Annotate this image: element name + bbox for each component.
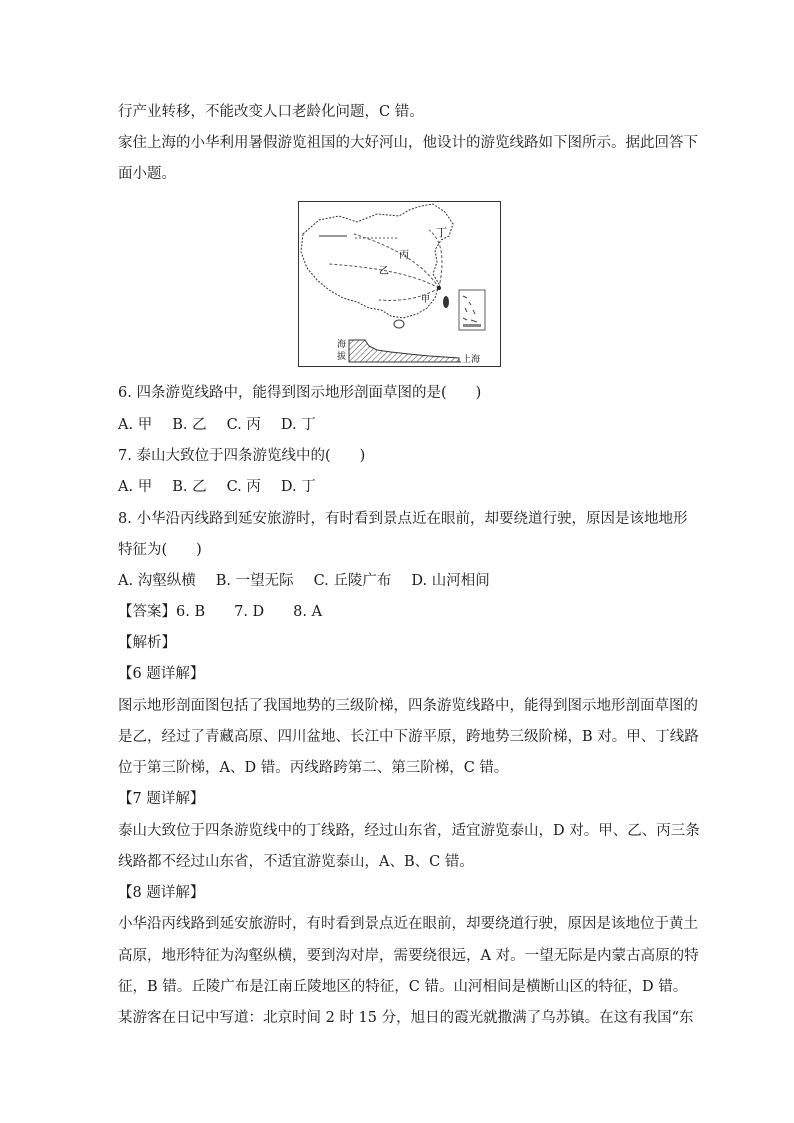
label-ding: 丁 (436, 226, 447, 239)
route-bing (354, 234, 439, 288)
q6-detail-heading: 【6 题详解】 (118, 666, 205, 682)
q8-detail-line: 征，B 错。丘陵广布是江南丘陵地区的特征，C 错。山河相间是横断山区的特征，D 错。 (118, 979, 688, 995)
option-a: A. 甲 (118, 479, 153, 495)
label-elevation: 海 (337, 340, 347, 350)
option-c: C. 丘陵广布 (313, 573, 392, 589)
china-outline (301, 204, 453, 318)
option-a: A. 甲 (118, 417, 153, 433)
question-7-options (118, 477, 688, 497)
shanghai-marker (437, 286, 441, 290)
intro-line: 家住上海的小华利用暑假游览祖国的大好河山，他设计的游览线路如下图所示。据此回答下 (118, 135, 698, 151)
option-a: A. 沟壑纵横 (118, 573, 196, 589)
intro-line: 面小题。 (118, 166, 176, 182)
q7-detail-heading: 【7 题详解】 (118, 791, 205, 807)
hainan-island (394, 320, 404, 328)
label-bing: 丙 (399, 250, 409, 261)
label-yi: 乙 (379, 266, 389, 277)
option-d: D. 丁 (280, 479, 316, 495)
question-6-options (118, 415, 688, 435)
q6-detail-line: 是乙，经过了青藏高原、四川盆地、长江中下游平原，跨地势三级阶梯，B 对。甲、丁线路 (118, 729, 699, 745)
china-map-svg (299, 202, 500, 366)
option-c: C. 丙 (226, 479, 261, 495)
inset-caption-mark (463, 324, 481, 327)
question-8-stem-cont: 特征为( ) (118, 542, 202, 558)
q8-detail-line: 高原，地形特征为沟壑纵横，要到沟对岸，需要绕很远，A 对。一望无际是内蒙古高原的特 (118, 948, 699, 964)
option-b: B. 乙 (172, 479, 207, 495)
q7-detail-line: 泰山大致位于四条游览线中的丁线路，经过山东省，适宜游览泰山，D 对。甲、乙、丙三条 (118, 823, 700, 839)
option-b: B. 一望无际 (215, 573, 294, 589)
label-jia: 甲 (421, 295, 431, 305)
question-8-options (118, 571, 688, 591)
q7-detail-line: 线路都不经过山东省，不适宜游览泰山，A、B、C 错。 (118, 854, 474, 870)
elevation-profile (349, 340, 459, 362)
passage-line: 行产业转移，不能改变人口老龄化问题，C 错。 (118, 104, 424, 120)
question-7-stem: 7. 泰山大致位于四条游览线中的( ) (118, 448, 366, 464)
taiwan-island (443, 296, 449, 308)
option-d: D. 丁 (280, 417, 316, 433)
label-shanghai: 上海 (462, 355, 481, 365)
option-c: C. 丙 (226, 417, 261, 433)
option-b: B. 乙 (172, 417, 207, 433)
analysis-heading: 【解析】 (118, 635, 176, 651)
q8-detail-heading: 【8 题详解】 (118, 885, 205, 901)
q6-detail-line: 图示地形剖面图包括了我国地势的三级阶梯，四条游览线路中，能得到图示地形剖面草图的 (118, 698, 698, 714)
label-elevation-2: 拔 (337, 352, 347, 362)
answer-line: 【答案】6. B 7. D 8. A (118, 604, 323, 620)
question-6-stem: 6. 四条游览线路中，能得到图示地形剖面草图的是( ) (118, 385, 482, 401)
route-map-figure (298, 201, 501, 367)
next-passage-line: 某游客在日记中写道：北京时间 2 时 15 分，旭日的霞光就撒满了乌苏镇。在这有我国“东 (118, 1010, 694, 1026)
q8-detail-line: 小华沿丙线路到延安旅游时，有时看到景点近在眼前，却要绕道行驶，原因是该地位于黄土 (118, 916, 698, 932)
q6-detail-line: 位于第三阶梯，A、D 错。丙线路跨第二、第三阶梯，C 错。 (118, 760, 509, 776)
question-8-stem: 8. 小华沿丙线路到延安旅游时，有时看到景点近在眼前，却要绕道行驶，原因是该地地形 (118, 511, 688, 527)
option-d: D. 山河相间 (411, 573, 490, 589)
